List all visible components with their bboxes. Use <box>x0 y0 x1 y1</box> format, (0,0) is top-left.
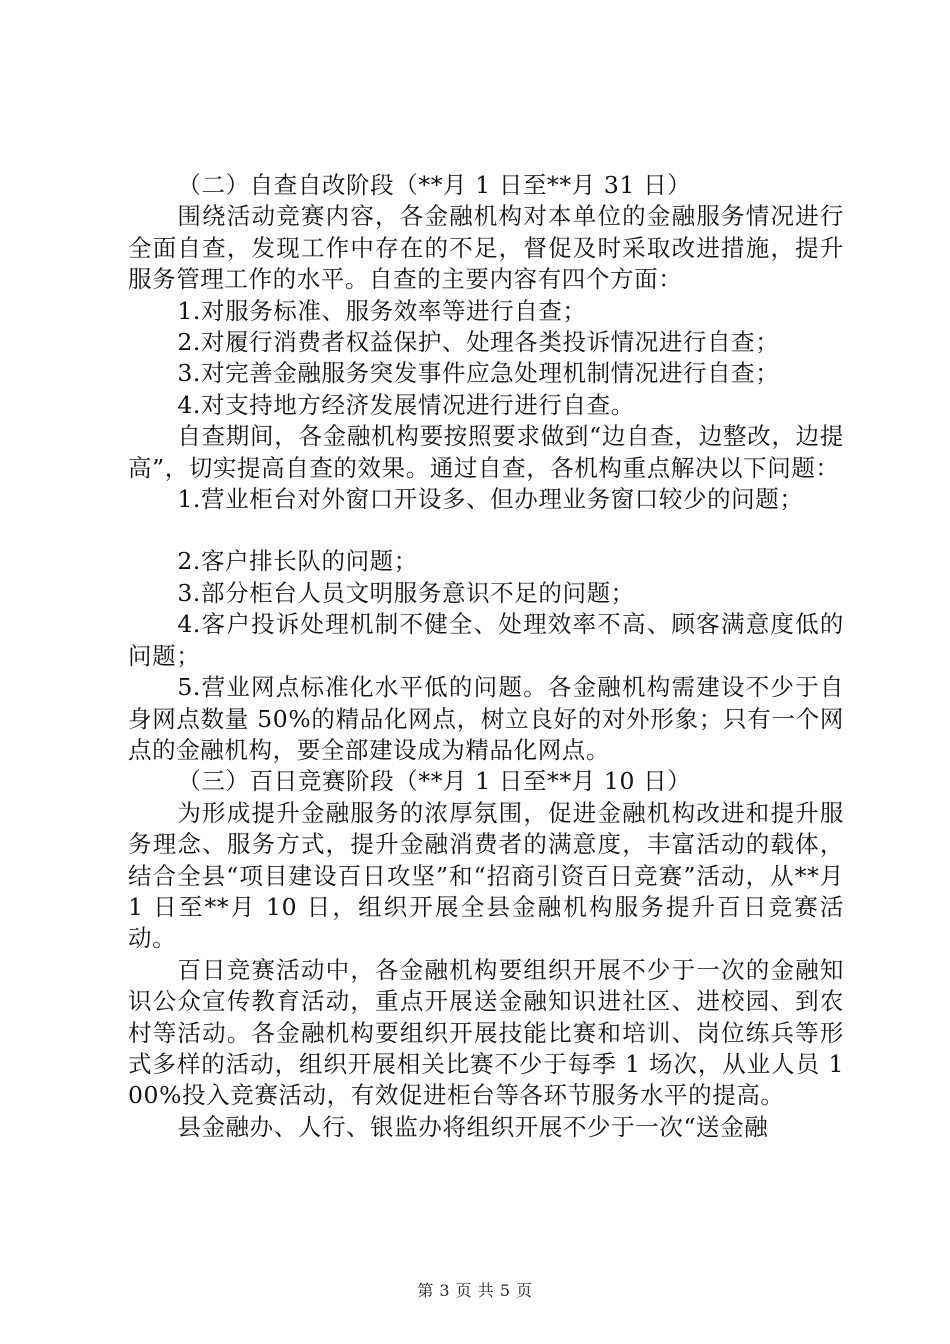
list-item: 3.对完善金融服务突发事件应急处理机制情况进行自查； <box>177 359 780 388</box>
page-number: 第 3 页 共 5 页 <box>417 1281 533 1300</box>
document-body <box>128 170 844 1200</box>
paragraph: 自查期间，各金融机构要按照要求做到“边自查，边整改，边提高”，切实提高自查的效果。通过自查，各机构重点解决以下问题： <box>128 422 844 482</box>
section-heading-self-inspection: （二）自查自改阶段（**月 1 日至**月 31 日） <box>177 171 692 199</box>
list-item: 4.客户投诉处理机制不健全、处理效率不高、顾客满意度低的问题； <box>128 610 844 670</box>
paragraph: 百日竞赛活动中，各金融机构要组织开展不少于一次的金融知识公众宣传教育活动，重点开展送金融知识进社区、进校园、到农村等活动。各金融机构要组织开展技能比赛和培训、岗位练兵等形式多样的活动，组织开展相关比赛不少于每季 1 场次，从业人员 100%投入竞赛活动，有效促进柜台等各环节服务水平的提高。 <box>128 955 844 1110</box>
paragraph: 为形成提升金融服务的浓厚氛围，促进金融机构改进和提升服务理念、服务方式，提升金融消费者的满意度，丰富活动的载体，结合全县“项目建设百日攻坚”和“招商引资百日竞赛”活动，从**月 1 日至**月 10 日，组织开展全县金融机构服务提升百日竞赛活动。 <box>128 798 844 953</box>
list-item: 1.营业柜台对外窗口开设多、但办理业务窗口较少的问题； <box>177 485 804 514</box>
section-heading-hundred-day-competition: （三）百日竞赛阶段（**月 1 日至**月 10 日） <box>177 767 692 796</box>
list-item: 3.部分柜台人员文明服务意识不足的问题； <box>177 578 635 607</box>
paragraph: 县金融办、人行、银监办将组织开展不少于一次“送金融 <box>177 1112 769 1141</box>
list-item: 4.对支持地方经济发展情况进行进行自查。 <box>177 390 635 419</box>
list-item: 2.客户排长队的问题； <box>177 547 418 576</box>
paragraph: 围绕活动竞赛内容，各金融机构对本单位的金融服务情况进行全面自查，发现工作中存在的不足，督促及时采取改进措施，提升服务管理工作的水平。自查的主要内容有四个方面： <box>128 202 844 294</box>
list-item: 2.对履行消费者权益保护、处理各类投诉情况进行自查； <box>177 328 780 357</box>
list-item: 5.营业网点标准化水平低的问题。各金融机构需建设不少于自身网点数量 50%的精品化网点，树立良好的对外形象；只有一个网点的金融机构，要全部建设成为精品化网点。 <box>128 673 844 764</box>
list-item: 1.对服务标准、服务效率等进行自查； <box>177 296 587 325</box>
